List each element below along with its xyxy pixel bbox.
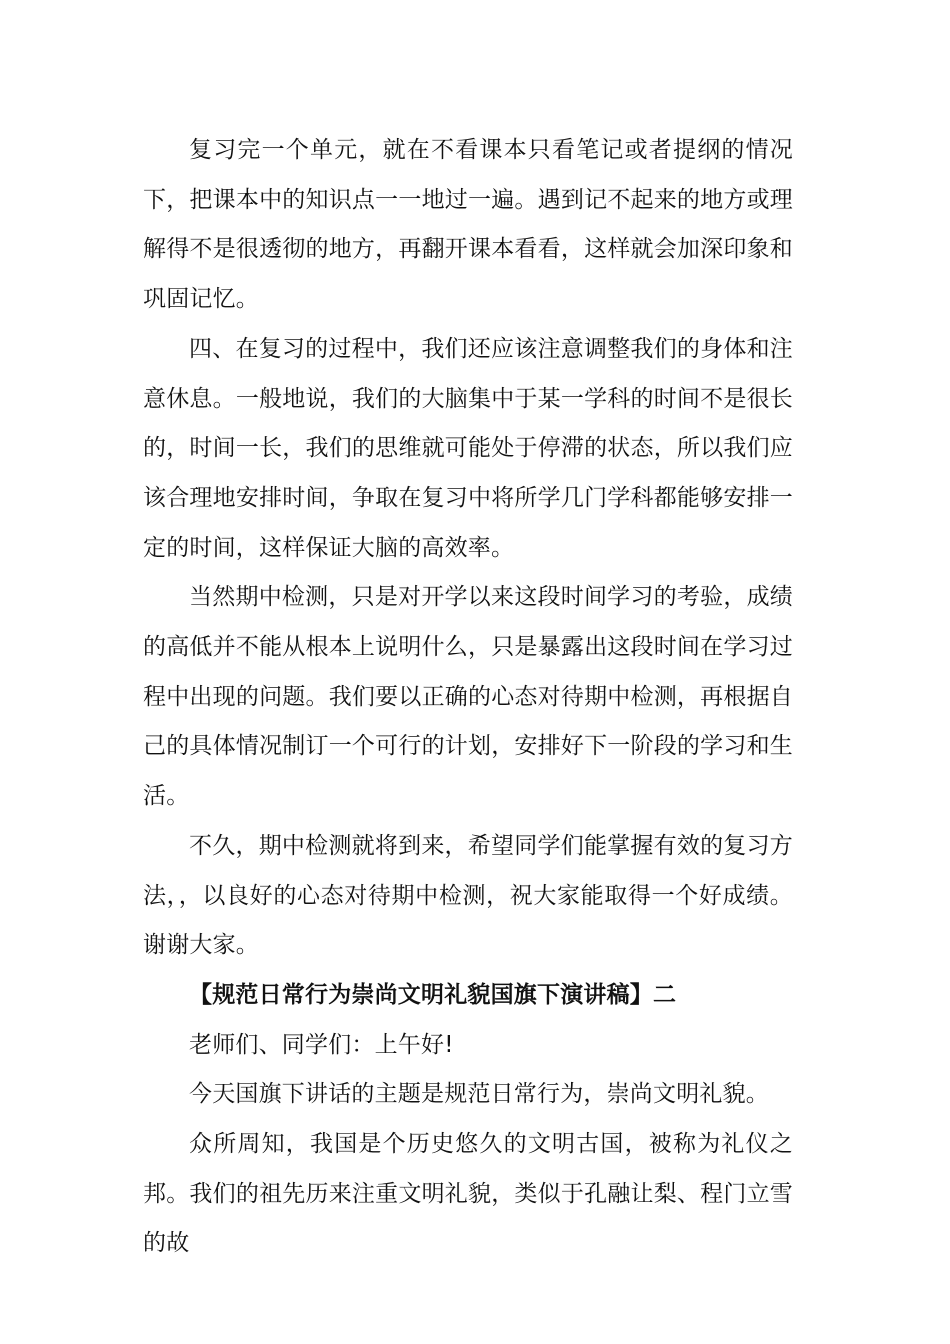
paragraph-history: 众所周知，我国是个历史悠久的文明古国，被称为礼仪之邦。我们的祖先历来注重文明礼貌，类似于孔融让梨、程门立雪的故: [143, 1131, 793, 1257]
paragraph-topic: 今天国旗下讲话的主题是规范日常行为，崇尚文明礼貌。: [189, 1081, 769, 1108]
document-body: [143, 126, 793, 1269]
paragraph-rest-advice: 四、在复习的过程中，我们还应该注意调整我们的身体和注意休息。一般地说，我们的大脑集中于某一学科的时间不是很长的，时间一长，我们的思维就可能处于停滞的状态，所以我们应该合理地安排时间，争取在复习中将所学几门学科都能够安排一定的时间，这样保证大脑的高效率。: [143, 335, 793, 561]
paragraph-midterm-attitude: 当然期中检测，只是对开学以来这段时间学习的考验，成绩的高低并不能从根本上说明什么，只是暴露出这段时间在学习过程中出现的问题。我们要以正确的心态对待期中检测，再根据自己的具体情况制订一个可行的计划，安排好下一阶段的学习和生活。: [143, 584, 793, 810]
paragraph-greeting: 老师们、同学们：上午好!: [189, 1031, 454, 1058]
section-heading: 【规范日常行为崇尚文明礼貌国旗下演讲稿】二: [189, 981, 677, 1008]
paragraph-closing: 不久，期中检测就将到来，希望同学们能掌握有效的复习方法，，以良好的心态对待期中检测，祝大家能取得一个好成绩。谢谢大家。: [143, 832, 793, 959]
paragraph-review-unit: 复习完一个单元，就在不看课本只看笔记或者提纲的情况下，把课本中的知识点一一地过一遍。遇到记不起来的地方或理解得不是很透彻的地方，再翻开课本看看，这样就会加深印象和巩固记忆。: [143, 137, 793, 313]
